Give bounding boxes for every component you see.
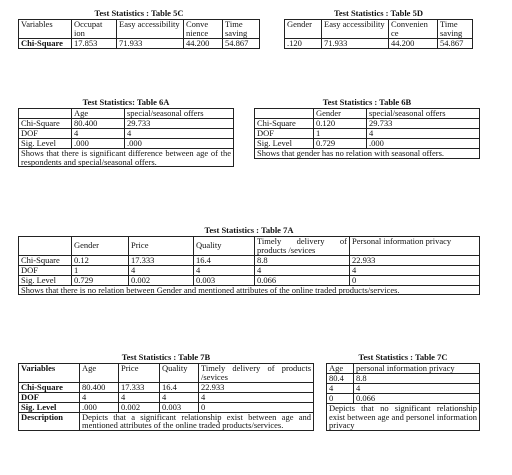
value-cell: 0.003 <box>160 402 199 412</box>
table-caption: Test Statistics : Table 5C <box>19 9 260 19</box>
header-cell: Occupat ion <box>72 19 117 38</box>
value-cell: 54.867 <box>223 38 260 48</box>
header-cell: special/seasonal offers <box>125 108 234 118</box>
header-cell: Gender <box>314 108 367 118</box>
value-cell: 0 <box>350 275 480 285</box>
row-label: Sig. Level <box>19 275 72 285</box>
header-cell: Age <box>80 363 119 382</box>
table-note: Shows that gender has no relation with seasonal offers. <box>255 148 480 158</box>
value-cell: 4 <box>199 392 314 402</box>
header-cell: Age <box>327 363 354 373</box>
header-cell: personal information privacy <box>354 363 480 373</box>
value-cell: 4 <box>125 128 234 138</box>
value-cell: 8.8 <box>354 373 480 383</box>
value-cell: 4 <box>119 392 160 402</box>
value-cell: .000 <box>80 402 119 412</box>
header-cell: Price <box>119 363 160 382</box>
row-label: DOF <box>19 265 72 275</box>
value-cell: 71.933 <box>117 38 184 48</box>
value-cell: 17.333 <box>119 382 160 392</box>
value-cell: 17.853 <box>72 38 117 48</box>
table-caption: Test Statistics : Table 6B <box>255 98 480 108</box>
header-cell: Price <box>129 236 194 255</box>
row-label: DOF <box>255 128 314 138</box>
header-cell: Easy accessibility <box>322 19 389 38</box>
table-5c <box>18 9 260 49</box>
header-cell: Time saving <box>223 19 260 38</box>
header-cell: Timely delivery of products /sevices <box>255 236 350 255</box>
value-cell: 29.733 <box>125 118 234 128</box>
table-note: Depicts that a significant relationship exist between age and mentioned attributes of the online traded products/services. <box>80 412 314 431</box>
row-label: Chi-Square <box>19 118 72 128</box>
header-cell: Quality <box>194 236 255 255</box>
value-cell: 4 <box>194 265 255 275</box>
header-cell <box>19 108 72 118</box>
value-cell: 16.4 <box>194 255 255 265</box>
value-cell: 0 <box>327 393 354 403</box>
table-6b <box>254 98 480 159</box>
table-6a <box>18 98 234 167</box>
value-cell: 29.733 <box>367 118 480 128</box>
header-cell: Easy accessibility <box>117 19 184 38</box>
table-caption: Test Statistics: Table 6A <box>19 98 234 108</box>
value-cell: 4 <box>129 265 194 275</box>
value-cell: 4 <box>367 128 480 138</box>
table-note: Shows that there is no relation between Gender and mentioned attributes of the online traded products/services. <box>19 285 480 295</box>
value-cell: 8.8 <box>255 255 350 265</box>
table-5d <box>284 9 473 49</box>
value-cell: 16.4 <box>160 382 199 392</box>
header-cell: Personal information privacy <box>350 236 480 255</box>
row-label: Chi-Square <box>19 382 80 392</box>
row-label: Sig. Level <box>19 138 72 148</box>
value-cell: 0.003 <box>194 275 255 285</box>
header-cell: Convenien ce <box>389 19 438 38</box>
row-label: DOF <box>19 392 80 402</box>
value-cell: .000 <box>72 138 125 148</box>
value-cell: 1 <box>314 128 367 138</box>
header-cell: Time saving <box>438 19 473 38</box>
header-cell: Variables <box>19 19 72 38</box>
value-cell: 0.120 <box>314 118 367 128</box>
table-7b <box>18 353 314 431</box>
table-7a <box>18 226 480 295</box>
header-cell: Conve nience <box>184 19 223 38</box>
value-cell: 44.200 <box>389 38 438 48</box>
value-cell: 0.066 <box>354 393 480 403</box>
header-cell: Timely delivery of products /sevices <box>199 363 314 382</box>
value-cell: 17.333 <box>129 255 194 265</box>
value-cell: .000 <box>367 138 480 148</box>
value-cell: 4 <box>255 265 350 275</box>
row-label: Chi-Square <box>19 38 72 48</box>
value-cell: 0.729 <box>72 275 129 285</box>
value-cell: 80.4 <box>327 373 354 383</box>
value-cell: 0.002 <box>119 402 160 412</box>
header-cell: special/seasonal offers <box>367 108 480 118</box>
row-label: Sig. Level <box>255 138 314 148</box>
value-cell: 0.12 <box>72 255 129 265</box>
header-cell: Variables <box>19 363 80 382</box>
row-label: Description <box>19 412 80 431</box>
value-cell: 0.729 <box>314 138 367 148</box>
value-cell: .000 <box>125 138 234 148</box>
value-cell: 54.867 <box>438 38 473 48</box>
header-cell <box>19 236 72 255</box>
table-note: Depicts that no significant relationship exist between age and personel information privacy <box>327 403 480 431</box>
header-cell: Gender <box>72 236 129 255</box>
value-cell: 4 <box>72 128 125 138</box>
table-caption: Test Statistics : Table 5D <box>285 9 473 19</box>
value-cell: 4 <box>160 392 199 402</box>
table-caption: Test Statistics : Table 7B <box>19 353 314 363</box>
row-label: Sig. Level <box>19 402 80 412</box>
table-note: Shows that there is significant difference between age of the respondents and special/seasonal offers. <box>19 148 234 167</box>
value-cell: 0.066 <box>255 275 350 285</box>
value-cell: 0 <box>199 402 314 412</box>
value-cell: 22.933 <box>350 255 480 265</box>
row-label: Chi-Square <box>19 255 72 265</box>
header-cell: Age <box>72 108 125 118</box>
table-caption: Test Statistics : Table 7A <box>19 226 480 236</box>
value-cell: 22.933 <box>199 382 314 392</box>
table-7c <box>326 353 480 431</box>
value-cell: 4 <box>80 392 119 402</box>
header-cell: Quality <box>160 363 199 382</box>
value-cell: 4 <box>354 383 480 393</box>
value-cell: 4 <box>327 383 354 393</box>
value-cell: 1 <box>72 265 129 275</box>
value-cell: 80.400 <box>72 118 125 128</box>
table-caption: Test Statistics : Table 7C <box>327 353 480 363</box>
value-cell: .120 <box>285 38 322 48</box>
header-cell <box>255 108 314 118</box>
header-cell: Gender <box>285 19 322 38</box>
value-cell: 71.933 <box>322 38 389 48</box>
row-label: Chi-Square <box>255 118 314 128</box>
row-label: DOF <box>19 128 72 138</box>
value-cell: 4 <box>350 265 480 275</box>
value-cell: 0.002 <box>129 275 194 285</box>
value-cell: 80.400 <box>80 382 119 392</box>
value-cell: 44.200 <box>184 38 223 48</box>
